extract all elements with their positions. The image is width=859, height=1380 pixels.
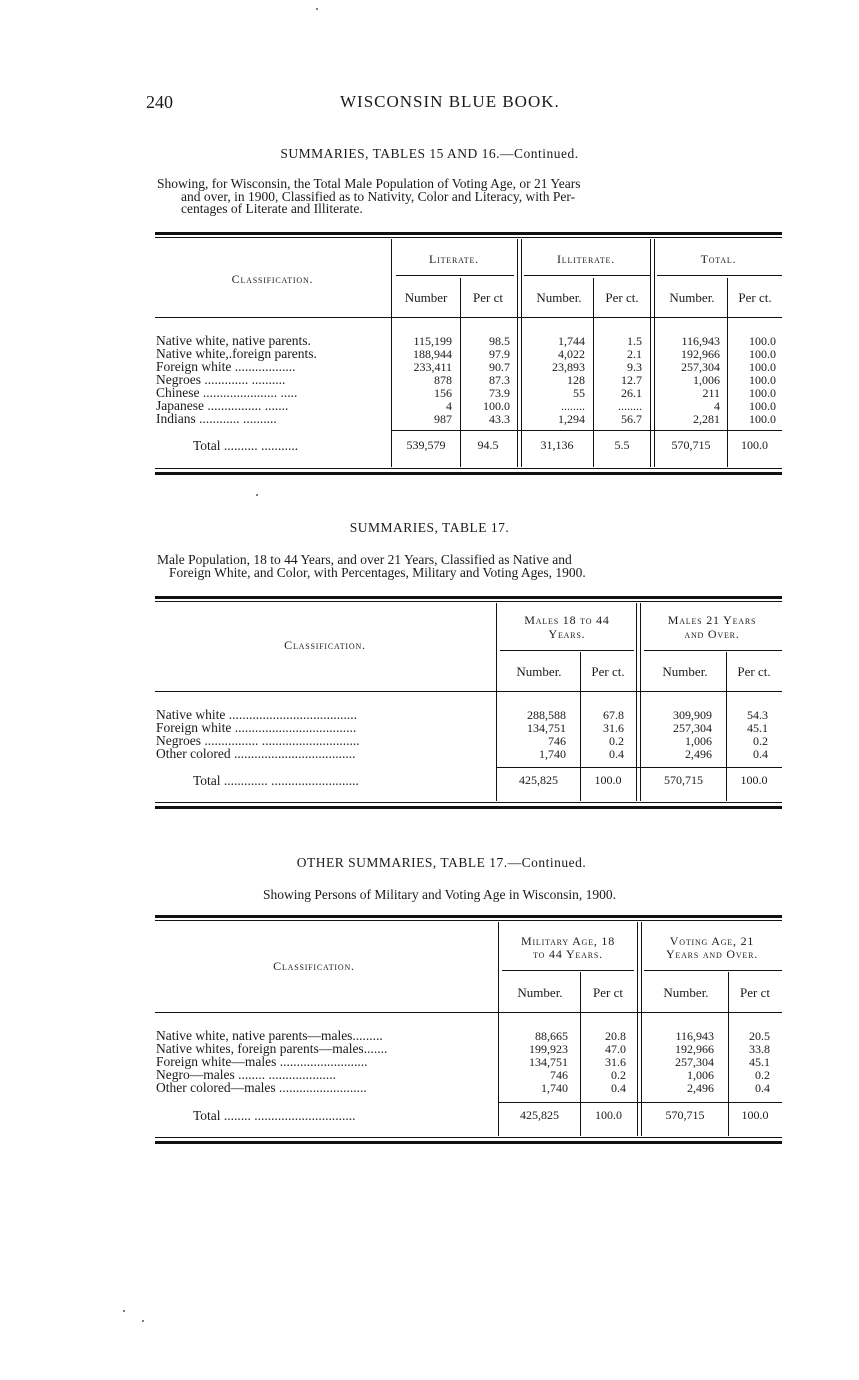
table-cell: 987 <box>434 412 452 426</box>
group-rule <box>644 650 782 651</box>
table-total-label: Total ............. .......................... <box>193 773 359 788</box>
table-cell: 31.6 <box>603 721 624 735</box>
table-cell: 1,744 <box>558 334 585 348</box>
total-rule <box>496 767 782 768</box>
table-cell: 2,281 <box>693 412 720 426</box>
col-percent: Per ct. <box>591 664 625 679</box>
table-row-label: Negroes ............. .......... <box>156 372 286 387</box>
table-cell: 2.1 <box>627 347 642 361</box>
table-cell: 100.0 <box>749 386 776 400</box>
scan-speck <box>123 1310 125 1312</box>
col-percent: Per ct <box>593 985 623 1000</box>
males-18-44-header-line2: Years. <box>548 627 586 641</box>
table-cell: 67.8 <box>603 708 624 722</box>
table-cell: 1,006 <box>687 1068 714 1082</box>
military-age-header: Military Age, 18 <box>520 934 616 948</box>
column-divider <box>498 922 499 1136</box>
table1-desc-line: and over, in 1900, Classified as to Nativity, Color and Literacy, with Per- <box>181 188 576 204</box>
table-total-cell: 570,715 <box>671 438 711 452</box>
table-row-label: Native whites, foreign parents—males....... <box>156 1041 388 1056</box>
illiterate-header: Illiterate. <box>556 252 615 266</box>
table-cell: 55 <box>573 386 585 400</box>
table-cell: 100.0 <box>749 373 776 387</box>
table2-description <box>157 554 783 579</box>
column-divider <box>641 922 642 1136</box>
table-row-label: Chinese ...................... ..... <box>156 385 298 400</box>
table-total-cell: 5.5 <box>614 438 630 452</box>
table-cell: 288,588 <box>527 708 566 722</box>
table-cell: 156 <box>434 386 452 400</box>
table-cell: 116,943 <box>681 334 720 348</box>
table-row-label: Foreign white—males .......................... <box>156 1054 368 1069</box>
table-cell: 26.1 <box>621 386 642 400</box>
table1-desc-line: centages of Literate and Illiterate. <box>181 201 363 216</box>
table2-desc-line: Male Population, 18 to 44 Years, and over 21 Years, Classified as Native and <box>157 552 572 567</box>
scan-speck <box>256 494 258 496</box>
classification-header: Classification. <box>284 638 366 652</box>
table-total-cell: 425,825 <box>519 773 558 787</box>
table-cell: 116,943 <box>675 1029 714 1043</box>
table-cell: 1,294 <box>558 412 585 426</box>
table-cell: 9.3 <box>627 360 642 374</box>
table1-description <box>157 178 783 216</box>
table-total-cell: 425,825 <box>520 1108 559 1122</box>
table1-desc-line: Showing, for Wisconsin, the Total Male Population of Voting Age, or 21 Years <box>157 176 581 191</box>
table-row-label: Indians ............ .......... <box>156 411 277 426</box>
col-percent: Per ct. <box>738 290 772 305</box>
table-cell: 100.0 <box>483 399 510 413</box>
voting-age-header-line2: Years and Over. <box>665 947 759 961</box>
table-row-label: Foreign white .................. <box>156 359 296 374</box>
table-cell: 100.0 <box>749 399 776 413</box>
table-cell: ........ <box>618 399 642 413</box>
column-divider <box>640 603 641 801</box>
table-row-label: Native white ...................................... <box>156 707 357 722</box>
table-cell: 12.7 <box>621 373 642 387</box>
table-cell: 47.0 <box>605 1042 626 1056</box>
table-cell: 746 <box>548 734 566 748</box>
header-bottom-rule <box>155 1012 782 1013</box>
col-number: Number. <box>669 290 715 305</box>
table-cell: 878 <box>434 373 452 387</box>
table-row-label: Native white,.foreign parents. <box>156 346 317 361</box>
table-cell: 97.9 <box>489 347 510 361</box>
table-cell: 56.7 <box>621 412 642 426</box>
table-cell: 45.1 <box>749 1055 770 1069</box>
table-cell: 134,751 <box>529 1055 568 1069</box>
table-row-label: Negroes ................ ............................. <box>156 733 360 748</box>
table-total-cell: 100.0 <box>741 1108 769 1122</box>
table-top-rule <box>155 596 782 599</box>
table-bottom-rule <box>155 802 782 803</box>
table-cell: 31.6 <box>605 1055 626 1069</box>
table-total-cell: 539,579 <box>406 438 446 452</box>
table-cell: 257,304 <box>675 1055 714 1069</box>
table-cell: 90.7 <box>489 360 510 374</box>
table-cell: 98.5 <box>489 334 510 348</box>
classification-header: Classification. <box>231 272 314 286</box>
table-cell: 20.5 <box>749 1029 770 1043</box>
table-cell: 73.9 <box>489 386 510 400</box>
table-cell: 128 <box>567 373 585 387</box>
group-rule <box>500 650 634 651</box>
column-divider <box>517 239 518 467</box>
table-cell: 233,411 <box>413 360 452 374</box>
table-cell: 87.3 <box>489 373 510 387</box>
table-cell: 0.4 <box>755 1081 770 1095</box>
col-percent: Per ct <box>740 985 770 1000</box>
table-cell: 4,022 <box>558 347 585 361</box>
table-top-rule <box>155 601 782 602</box>
table-cell: 188,944 <box>413 347 452 361</box>
table-cell: 0.2 <box>609 734 624 748</box>
table-cell: 1,740 <box>539 747 566 761</box>
scan-speck <box>316 8 318 10</box>
table-cell: 309,909 <box>673 708 712 722</box>
males-21-header: Males 21 Years <box>667 613 757 627</box>
table-cell: 0.2 <box>755 1068 770 1082</box>
literate-header: Literate. <box>429 252 479 266</box>
table-cell: 192,966 <box>681 347 720 361</box>
table-cell: 45.1 <box>747 721 768 735</box>
table-bottom-rule <box>155 1137 782 1138</box>
table-cell: 20.8 <box>605 1029 626 1043</box>
table-total-cell: 100.0 <box>741 438 768 452</box>
table-row-label: Other colored .................................... <box>156 746 356 761</box>
table-cell: 4 <box>446 399 452 413</box>
col-number: Number. <box>516 664 562 679</box>
table1-title: SUMMARIES, TABLES 15 AND 16.—Continued. <box>280 146 579 161</box>
table-row-label: Other colored—males .......................... <box>156 1080 367 1095</box>
table-cell: 1.5 <box>627 334 642 348</box>
males-18-44-header: Males 18 to 44 <box>524 613 610 627</box>
table-cell: 0.2 <box>753 734 768 748</box>
table-total-cell: 31,136 <box>540 438 574 452</box>
table-cell: 1,740 <box>541 1081 568 1095</box>
table-top-rule <box>155 237 782 238</box>
table-cell: 100.0 <box>749 334 776 348</box>
table3-description: Showing Persons of Military and Voting Age in Wisconsin, 1900. <box>262 887 617 902</box>
column-divider <box>654 239 655 467</box>
males-21-header-line2: and Over. <box>684 627 740 641</box>
table-total-cell: 570,715 <box>665 1108 705 1122</box>
table-cell: 100.0 <box>749 347 776 361</box>
table-bottom-rule <box>155 806 782 809</box>
table-row-label: Japanese ................ ....... <box>156 398 289 413</box>
table-cell: 257,304 <box>673 721 712 735</box>
table-cell: 746 <box>550 1068 568 1082</box>
table-row-label: Foreign white .................................... <box>156 720 357 735</box>
table-cell: 43.3 <box>489 412 510 426</box>
group-rule <box>502 970 634 971</box>
table2-desc-line: Foreign White, and Color, with Percentages, Military and Voting Ages, 1900. <box>169 564 586 580</box>
table-total-label: Total ........ .............................. <box>193 1108 356 1123</box>
table-cell: 23,893 <box>552 360 585 374</box>
table-total-label: Total .......... ........... <box>193 438 299 453</box>
table-top-rule <box>155 920 782 921</box>
table-total-cell: 94.5 <box>477 438 499 452</box>
total-rule <box>391 430 782 431</box>
table-total-cell: 100.0 <box>740 773 768 787</box>
table-cell: 192,966 <box>675 1042 714 1056</box>
col-percent: Per ct <box>473 290 503 305</box>
group-rule <box>524 275 650 276</box>
col-number: Number. <box>517 985 563 1000</box>
table-cell: 0.2 <box>611 1068 626 1082</box>
table-cell: 1,006 <box>693 373 720 387</box>
table-total-cell: 100.0 <box>595 1108 622 1122</box>
total-rule <box>498 1102 782 1103</box>
page-number: 240 <box>146 92 173 112</box>
table-row-label: Native white, native parents—males......... <box>156 1028 383 1043</box>
military-age-header-line2: to 44 Years. <box>533 947 603 961</box>
table-cell: 134,751 <box>527 721 566 735</box>
column-divider <box>521 239 522 467</box>
table-row-label: Negro—males ........ .................... <box>156 1067 336 1082</box>
column-divider <box>637 922 638 1136</box>
classification-header: Classification. <box>273 959 355 973</box>
running-title: WISCONSIN BLUE BOOK. <box>340 92 560 111</box>
group-rule <box>644 970 782 971</box>
total-header: Total. <box>700 252 737 266</box>
table-cell: 100.0 <box>749 360 776 374</box>
header-bottom-rule <box>155 317 782 318</box>
column-divider <box>496 603 497 801</box>
column-divider <box>650 239 651 467</box>
scan-speck <box>142 1320 144 1322</box>
table-bottom-rule <box>155 1141 782 1144</box>
table-cell: 54.3 <box>747 708 768 722</box>
table-cell: 4 <box>714 399 720 413</box>
table-bottom-rule <box>155 472 782 475</box>
table-top-rule <box>155 915 782 918</box>
table-cell: 211 <box>702 386 720 400</box>
header-bottom-rule <box>155 691 782 692</box>
col-number: Number <box>404 290 448 305</box>
table-cell: 257,304 <box>681 360 720 374</box>
table-cell: 2,496 <box>685 747 712 761</box>
group-rule <box>396 275 514 276</box>
table-cell: ........ <box>561 399 585 413</box>
table-cell: 199,923 <box>529 1042 568 1056</box>
table-cell: 88,665 <box>535 1029 568 1043</box>
table-cell: 0.4 <box>609 747 624 761</box>
table-cell: 1,006 <box>685 734 712 748</box>
col-number: Number. <box>662 664 708 679</box>
group-rule <box>657 275 782 276</box>
table-bottom-rule <box>155 468 782 469</box>
table2-title: SUMMARIES, TABLE 17. <box>349 520 510 535</box>
table-top-rule <box>155 232 782 235</box>
table-total-cell: 100.0 <box>594 773 622 787</box>
col-number: Number. <box>663 985 709 1000</box>
col-percent: Per ct. <box>605 290 639 305</box>
table-row-label: Native white, native parents. <box>156 333 311 348</box>
col-number: Number. <box>536 290 582 305</box>
table-cell: 0.4 <box>611 1081 626 1095</box>
table-cell: 100.0 <box>749 412 776 426</box>
table-cell: 0.4 <box>753 747 768 761</box>
table-total-cell: 570,715 <box>664 773 703 787</box>
column-divider <box>636 603 637 801</box>
table3-title: OTHER SUMMARIES, TABLE 17.—Continued. <box>296 855 587 870</box>
table-cell: 33.8 <box>749 1042 770 1056</box>
voting-age-header: Voting Age, 21 <box>669 934 755 948</box>
col-percent: Per ct. <box>737 664 771 679</box>
table-cell: 2,496 <box>687 1081 714 1095</box>
table-cell: 115,199 <box>413 334 452 348</box>
